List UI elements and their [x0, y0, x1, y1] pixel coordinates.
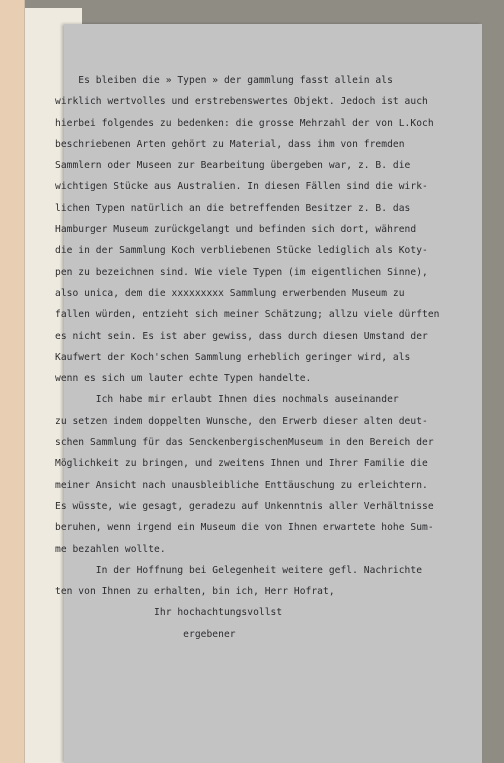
text-line: fallen würden, entzieht sich meiner Schätzung; allzu viele dürften [55, 309, 440, 321]
letter-body [55, 70, 480, 645]
text-line: Sammlern oder Museen zur Bearbeitung übergeben war, z. B. die [55, 160, 411, 172]
text-line: ergebener [55, 628, 236, 640]
text-line: wichtigen Stücke aus Australien. In diesen Fällen sind die wirk- [55, 181, 428, 193]
text-line: hierbei folgendes zu bedenken: die grosse Mehrzahl der von L.Koch [55, 117, 434, 129]
text-line: Möglichkeit zu bringen, und zweitens Ihnen und Ihrer Familie die [55, 458, 428, 470]
text-line: wenn es sich um lauter echte Typen handelte. [55, 373, 312, 385]
text-line: die in der Sammlung Koch verbliebenen Stücke lediglich als Koty- [55, 245, 428, 257]
text-line: pen zu bezeichnen sind. Wie viele Typen (im eigentlichen Sinne), [55, 266, 428, 278]
text-line: Es bleiben die » Typen » der gammlung fasst allein als [55, 75, 393, 86]
text-line: zu setzen indem doppelten Wunsche, den Erwerb dieser alten deut- [55, 415, 428, 427]
text-line: beruhen, wenn irgend ein Museum die von Ihnen erwartete hohe Sum- [55, 522, 434, 534]
text-line: schen Sammlung für das SenckenbergischenMuseum in den Bereich der [55, 437, 434, 449]
text-line: In der Hoffnung bei Gelegenheit weitere gefl. Nachrichte [55, 564, 423, 576]
text-line: es nicht sein. Es ist aber gewiss, dass durch diesen Umstand der [55, 330, 428, 342]
text-line: ten von Ihnen zu erhalten, bin ich, Herr Hofrat, [55, 586, 335, 598]
text-line: Es wüsste, wie gesagt, geradezu auf Unkenntnis aller Verhältnisse [55, 500, 434, 512]
page-edge-strip [0, 0, 25, 763]
text-line: Kaufwert der Koch'schen Sammlung erheblich geringer wird, als [55, 351, 411, 363]
text-line: me bezahlen wollte. [55, 543, 166, 555]
text-line: Ihr hochachtungsvollst [55, 607, 283, 619]
text-line: wirklich wertvolles und erstrebenswertes Objekt. Jedoch ist auch [55, 96, 428, 108]
text-line: also unica, dem die xxxxxxxxx Sammlung erwerbenden Museum zu [55, 287, 405, 299]
text-line: meiner Ansicht nach unausbleibliche Enttäuschung zu erleichtern. [55, 479, 428, 491]
text-line: lichen Typen natürlich an die betreffenden Besitzer z. B. das [55, 202, 411, 214]
text-line: beschriebenen Arten gehört zu Material, dass ihm von fremden [55, 138, 405, 150]
text-line: Hamburger Museum zurückgelangt und befinden sich dort, während [55, 224, 417, 236]
text-line: Ich habe mir erlaubt Ihnen dies nochmals auseinander [55, 394, 399, 406]
